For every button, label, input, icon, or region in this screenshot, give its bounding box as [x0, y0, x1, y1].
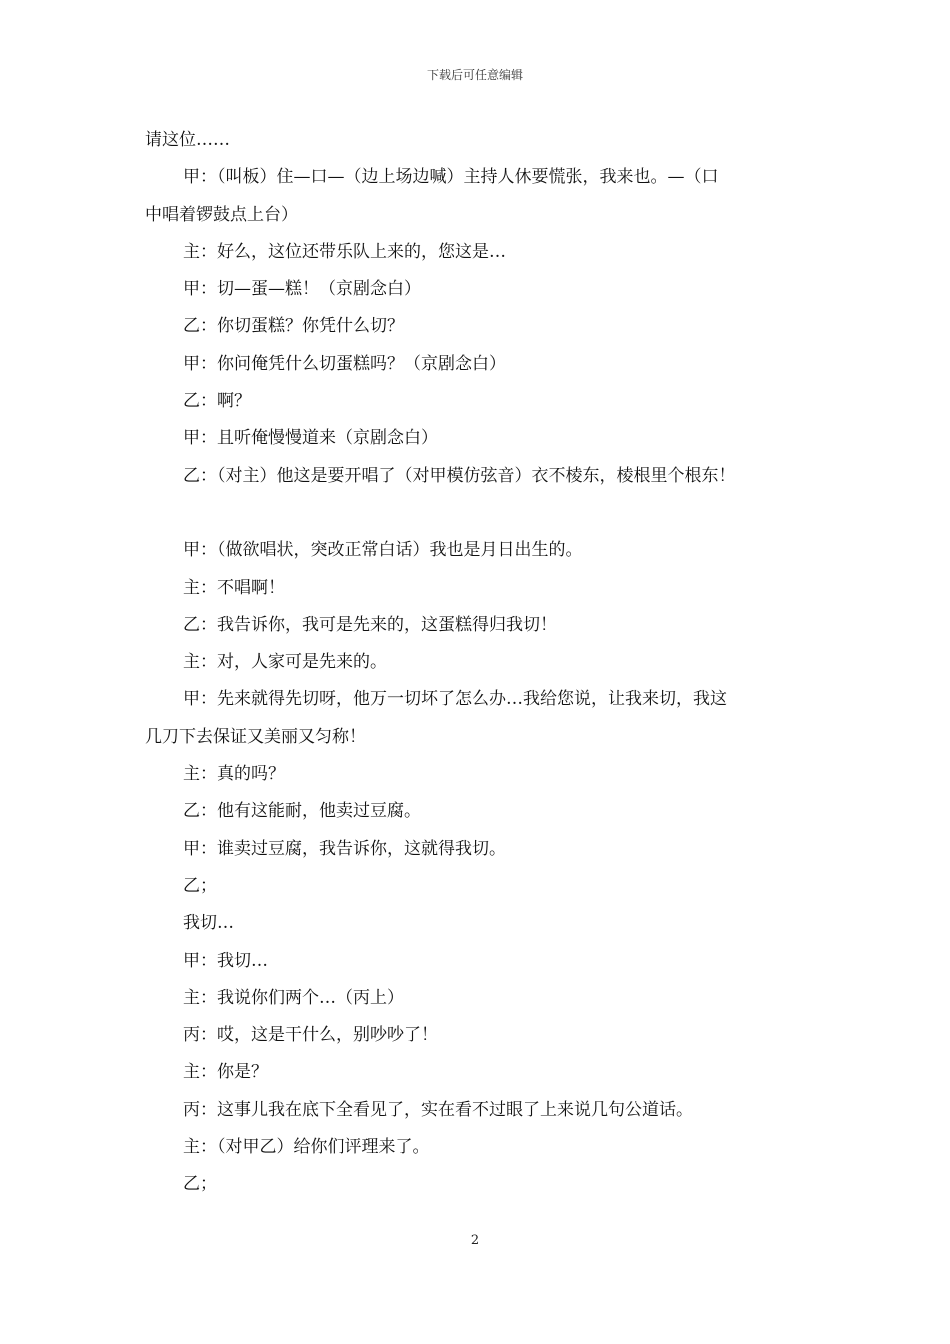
text-line: 乙：我告诉你，我可是先来的，这蛋糕得归我切！ [183, 614, 557, 635]
text-line: 甲：先来就得先切呀，他万一切坏了怎么办…我给您说，让我来切，我这 [183, 689, 727, 710]
text-line: 乙：啊？ [183, 391, 251, 412]
text-line: 主：真的吗？ [183, 764, 285, 785]
text-line: 主：好么，这位还带乐队上来的，您这是… [183, 241, 506, 262]
blank-line [145, 495, 815, 532]
page-number: 2 [470, 1233, 480, 1248]
text-line: 乙； [183, 1174, 217, 1195]
text-line: 丙：这事儿我在底下全看见了，实在看不过眼了上来说几句公道话。 [183, 1099, 693, 1120]
text-line: 甲：（叫板）住—口—（边上场边喊）主持人休要慌张，我来也。—（口 [183, 167, 719, 188]
text-line: 甲：切—蛋—糕！（京剧念白） [183, 279, 421, 300]
text-line: 主：不唱啊！ [183, 577, 285, 598]
text-line: 我切… [183, 913, 234, 934]
text-line: 主：我说你们两个…（丙上） [183, 987, 404, 1008]
text-line: 主：（对甲乙）给你们评理来了。 [183, 1137, 430, 1158]
text-line: 丙：哎，这是干什么，别吵吵了！ [183, 1025, 438, 1046]
text-line: 甲：（做欲唱状，突改正常白话）我也是月日出生的。 [183, 540, 583, 561]
text-line: 乙：你切蛋糕？你凭什么切？ [183, 316, 404, 337]
document-body [145, 122, 815, 1204]
text-line: 甲：且听俺慢慢道来（京剧念白） [183, 428, 438, 449]
text-line: 甲：你问俺凭什么切蛋糕吗？（京剧念白） [183, 353, 506, 374]
text-line: 请这位…… [145, 130, 230, 150]
page-header: 下载后可任意编辑 [426, 68, 523, 82]
text-line: 甲：谁卖过豆腐，我告诉你，这就得我切。 [183, 838, 506, 859]
text-line: 甲：我切… [183, 950, 268, 971]
text-line: 中唱着锣鼓点上台） [145, 204, 298, 225]
text-line: 主：对，人家可是先来的。 [183, 652, 387, 673]
text-line: 几刀下去保证又美丽又匀称！ [145, 726, 366, 747]
text-line: 主：你是？ [183, 1062, 268, 1083]
text-line: 乙：（对主）他这是要开唱了（对甲模仿弦音）衣不棱东，棱根里个根东！ [183, 465, 736, 486]
text-line: 乙：他有这能耐，他卖过豆腐。 [183, 801, 421, 822]
text-line: 乙； [183, 875, 217, 896]
